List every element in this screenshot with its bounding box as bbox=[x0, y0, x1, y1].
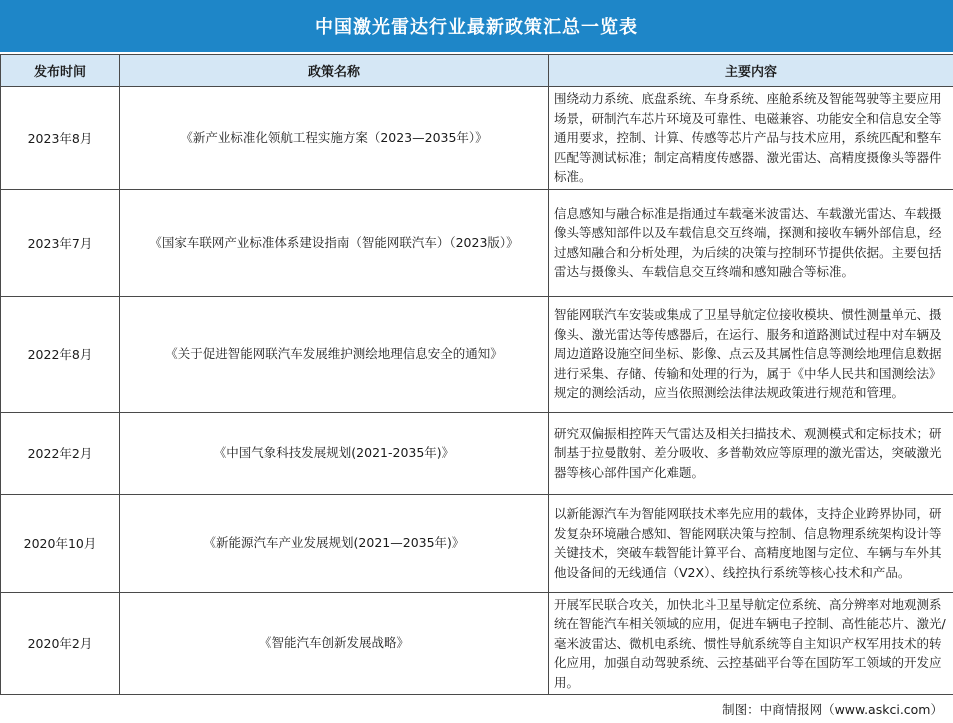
table-row bbox=[1, 189, 953, 296]
row-date: 2020年2月 bbox=[1, 592, 120, 695]
row-policy-name: 《关于促进智能网联汽车发展维护测绘地理信息安全的通知》 bbox=[120, 296, 549, 412]
row-policy-name: 《中国气象科技发展规划(2021-2035年)》 bbox=[120, 412, 549, 494]
page-title: 中国激光雷达行业最新政策汇总一览表 bbox=[0, 0, 953, 54]
table-header-row bbox=[1, 55, 953, 87]
header-policy-name: 政策名称 bbox=[120, 55, 549, 87]
row-policy-name: 《新能源汽车产业发展规划(2021—2035年)》 bbox=[120, 494, 549, 592]
row-date: 2023年7月 bbox=[1, 189, 120, 296]
table-row bbox=[1, 494, 953, 592]
row-date: 2022年8月 bbox=[1, 296, 120, 412]
row-policy-name: 《新产业标准化领航工程实施方案（2023—2035年）》 bbox=[120, 87, 549, 190]
table-row bbox=[1, 296, 953, 412]
table-row bbox=[1, 412, 953, 494]
header-date: 发布时间 bbox=[1, 55, 120, 87]
table-row bbox=[1, 592, 953, 695]
table-row bbox=[1, 87, 953, 190]
header-main-content: 主要内容 bbox=[549, 55, 953, 87]
row-content: 研究双偏振相控阵天气雷达及相关扫描技术、观测模式和定标技术；研制基于拉曼散射、差分吸收、多普勒效应等原理的激光雷达，突破激光器等核心部件国产化难题。 bbox=[549, 412, 953, 494]
row-content: 以新能源汽车为智能网联技术率先应用的载体，支持企业跨界协同，研发复杂环境融合感知、智能网联决策与控制、信息物理系统架构设计等关键技术，突破车载智能计算平台、高精度地图与定位、车辆与车外其他设备间的无线通信（V2X）、线控执行系统等核心技术和产品。 bbox=[549, 494, 953, 592]
row-date: 2020年10月 bbox=[1, 494, 120, 592]
row-date: 2023年8月 bbox=[1, 87, 120, 190]
row-content: 开展军民联合攻关，加快北斗卫星导航定位系统、高分辨率对地观测系统在智能汽车相关领域的应用，促进车辆电子控制、高性能芯片、激光/毫米波雷达、微机电系统、惯性导航系统等自主知识产权军用技术的转化应用，加强自动驾驶系统、云控基础平台等在国防军工领域的开发应用。 bbox=[549, 592, 953, 695]
row-date: 2022年2月 bbox=[1, 412, 120, 494]
row-policy-name: 《智能汽车创新发展战略》 bbox=[120, 592, 549, 695]
source-credit: 制图：中商情报网（www.askci.com） bbox=[0, 695, 953, 723]
row-content: 智能网联汽车安装或集成了卫星导航定位接收模块、惯性测量单元、摄像头、激光雷达等传感器后，在运行、服务和道路测试过程中对车辆及周边道路设施空间坐标、影像、点云及其属性信息等测绘地理信息数据进行采集、存储、传输和处理的行为，属于《中华人民共和国测绘法》规定的测绘活动，应当依照测绘法律法规政策进行规范和管理。 bbox=[549, 296, 953, 412]
row-content: 围绕动力系统、底盘系统、车身系统、座舱系统及智能驾驶等主要应用场景，研制汽车芯片环境及可靠性、电磁兼容、功能安全和信息安全等通用要求，控制、计算、传感等芯片产品与技术应用，系统匹配和整车匹配等测试标准；制定高精度传感器、激光雷达、高精度摄像头等器件标准。 bbox=[549, 87, 953, 190]
row-policy-name: 《国家车联网产业标准体系建设指南（智能网联汽车）（2023版）》 bbox=[120, 189, 549, 296]
policy-table bbox=[0, 54, 953, 695]
row-content: 信息感知与融合标准是指通过车载毫米波雷达、车载激光雷达、车载摄像头等感知部件以及车载信息交互终端，探测和接收车辆外部信息，经过感知融合和分析处理，为后续的决策与控制环节提供依据。主要包括雷达与摄像头、车载信息交互终端和感知融合等标准。 bbox=[549, 189, 953, 296]
